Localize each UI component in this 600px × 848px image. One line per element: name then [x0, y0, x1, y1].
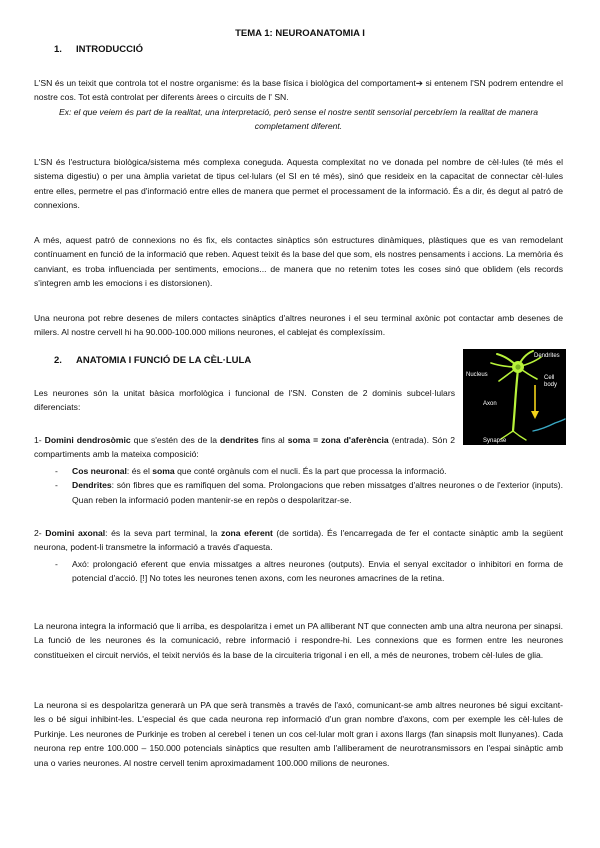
list-axonal: [55, 557, 563, 586]
label-cell-body: Cell body: [544, 375, 558, 388]
neuron-illustration: [463, 349, 566, 445]
paragraph-4: Una neurona pot rebre desenes de milers contactes sinàptics d'altres neurones i el seu terminal axònic pot contactar amb desenes de milers. Al nostre cervell hi ha 90.000-100.000 milions neurones, el cablejat és complexíssim.: [34, 313, 563, 338]
term-domini-axonal: Domini axonal: [45, 528, 106, 538]
label-synapse: Synapse: [483, 438, 507, 444]
paragraph-3: A més, aquest patró de connexions no és fix, els contactes sinàptics són estructures dinàmiques, plàstiques que es van remodelant contínuament en funció de la informació que reben. Aquest teixit és la base del que som, els nostres pensaments i accions. La memòria és canviant, es troba influenciada per sentiments, emocions... de manera que no retenim totes les coses sinó que oblidem (els records s'integren amb les emocions i es distorsionen).: [34, 235, 563, 289]
list-item: - Dendrites: són fibres que es ramifiquen del soma. Prolongacions que reben missatges d'altres neurones o de l'exterior (inputs). Quan reben la informació poden mantenir-se en repòs o despolaritzar-se.: [55, 480, 563, 505]
paragraph-1-text: L'SN és un teixit que controla tot el nostre organisme: és la base física i biològica del comportament➔ si entenem l'SN podrem entendre el nostre cos. Tot està controlat per diferents àrees o circuits de l' SN.: [34, 78, 563, 103]
label-axon: Axon: [483, 401, 497, 407]
term-soma: soma: [152, 466, 175, 476]
paragraph-7: La neurona si es despolaritza generarà un PA que serà transmès a través de l'axó, comunicant-se amb altres neurones bé sigui excitant-les o bé sigui inhibint-les. L'especial és que cada neurona rep informació d'un gran nombre d'axons, com per exemple les cèl·lules de Purkinje. Les neurones de Purkinje es troben al cerebel i tenen un cos cel·lular molt gran i axons llargs (fan sinapsis molt llunyanes). Cada neurona rep entre 100.000 – 150.000 potencials sinàptics que resulten amb l'alliberament de neurotransmissors en l'espai sinàptic amb una o varies neurones. Al nostre cervell tenim aproximadament 100.000 milions de neurones.: [34, 700, 563, 768]
paragraph-1: [34, 76, 563, 134]
label-dendrites: Dendrites: [534, 353, 560, 359]
domain-axonal: 2- Domini axonal: és la seva part terminal, la zona eferent (de sortida). És l'encarregada de fer el contacte sinàptic amb la següent neurona, podent-li transmetre la informació a través d'aquesta.: [34, 528, 564, 553]
term-dendrites: dendrites: [219, 435, 259, 445]
term-cos-neuronal: Cos neuronal: [72, 466, 127, 476]
section-number: 2.: [54, 355, 62, 366]
section-heading-introduccio: [54, 44, 143, 55]
term-zona-eferent: zona eferent: [221, 528, 273, 538]
document-title: TEMA 1: NEUROANATOMIA I: [235, 28, 365, 39]
list-item: - Cos neuronal: és el soma que conté orgànuls com el nucli. És la part que processa la informació.: [55, 466, 447, 476]
paragraph-5: Les neurones són la unitat bàsica morfològica i funcional de l'SN. Consten de 2 dominis subcel·lulars diferenciats:: [34, 388, 455, 413]
domain-dendrosomic: 1- Domini dendrosòmic que s'estén des de la dendrites fins al soma = zona d'aferència (entrada). Són 2 compartiments amb la mateixa composició:: [34, 435, 455, 460]
paragraph-1-example: Ex: el que veiem és part de la realitat, una interpretació, però sense el nostre sentit sensorial percebríem la realitat de manera completament diferent.: [58, 106, 539, 132]
list-item: - Axó: prolongació eferent que envia missatges a altres neurones (outputs). Envia el senyal excitador o inhibitori en forma de potencial d'acció. [!] No totes les neurones tenen axons, com les neurones amacrines de la retina.: [55, 559, 563, 584]
paragraph-2: L'SN és l'estructura biològica/sistema més complexa coneguda. Aquesta complexitat no ve donada pel nombre de cèl·lules (té més el sistema digestiu) o per una àmplia varietat de tipus cel·lulars (el SI en té més), sinó que resideix en la capacitat de connectar cèl·lules entre elles, permetre el pas d'informació entre elles de manera que permet el processament de la informació. És a dir, és degut al patró de connexions.: [34, 157, 563, 211]
list-dendrosomic: [55, 464, 563, 507]
label-nucleus: Nucleus: [466, 372, 488, 378]
section-heading-anatomia: [54, 355, 251, 366]
section-number: 1.: [54, 44, 62, 55]
section-title: ANATOMIA I FUNCIÓ DE LA CÈL·LULA: [76, 355, 252, 366]
paragraph-6: La neurona integra la informació que li arriba, es despolaritza i emet un PA alliberant NT que connecten amb una altra neurona per sinapsi. La funció de les neurones és la comunicació, rebre informació i respondre-hi. Les connexions que es formen entre les neurones constitueixen el circuit nerviós, el teixit nerviós és la base de la circuiteria trigonal i en ell, a més de neurones, trobem cèl·lules de glia.: [34, 621, 563, 660]
term-soma-aferencia: soma = zona d'aferència: [287, 435, 389, 445]
neuron-figure: [463, 349, 566, 445]
nucleus: [515, 364, 520, 369]
term-dendrites-bullet: Dendrites: [72, 480, 112, 491]
term-domini-dendrosomic: Domini dendrosòmic: [44, 435, 131, 445]
section-title: INTRODUCCIÓ: [76, 44, 144, 55]
